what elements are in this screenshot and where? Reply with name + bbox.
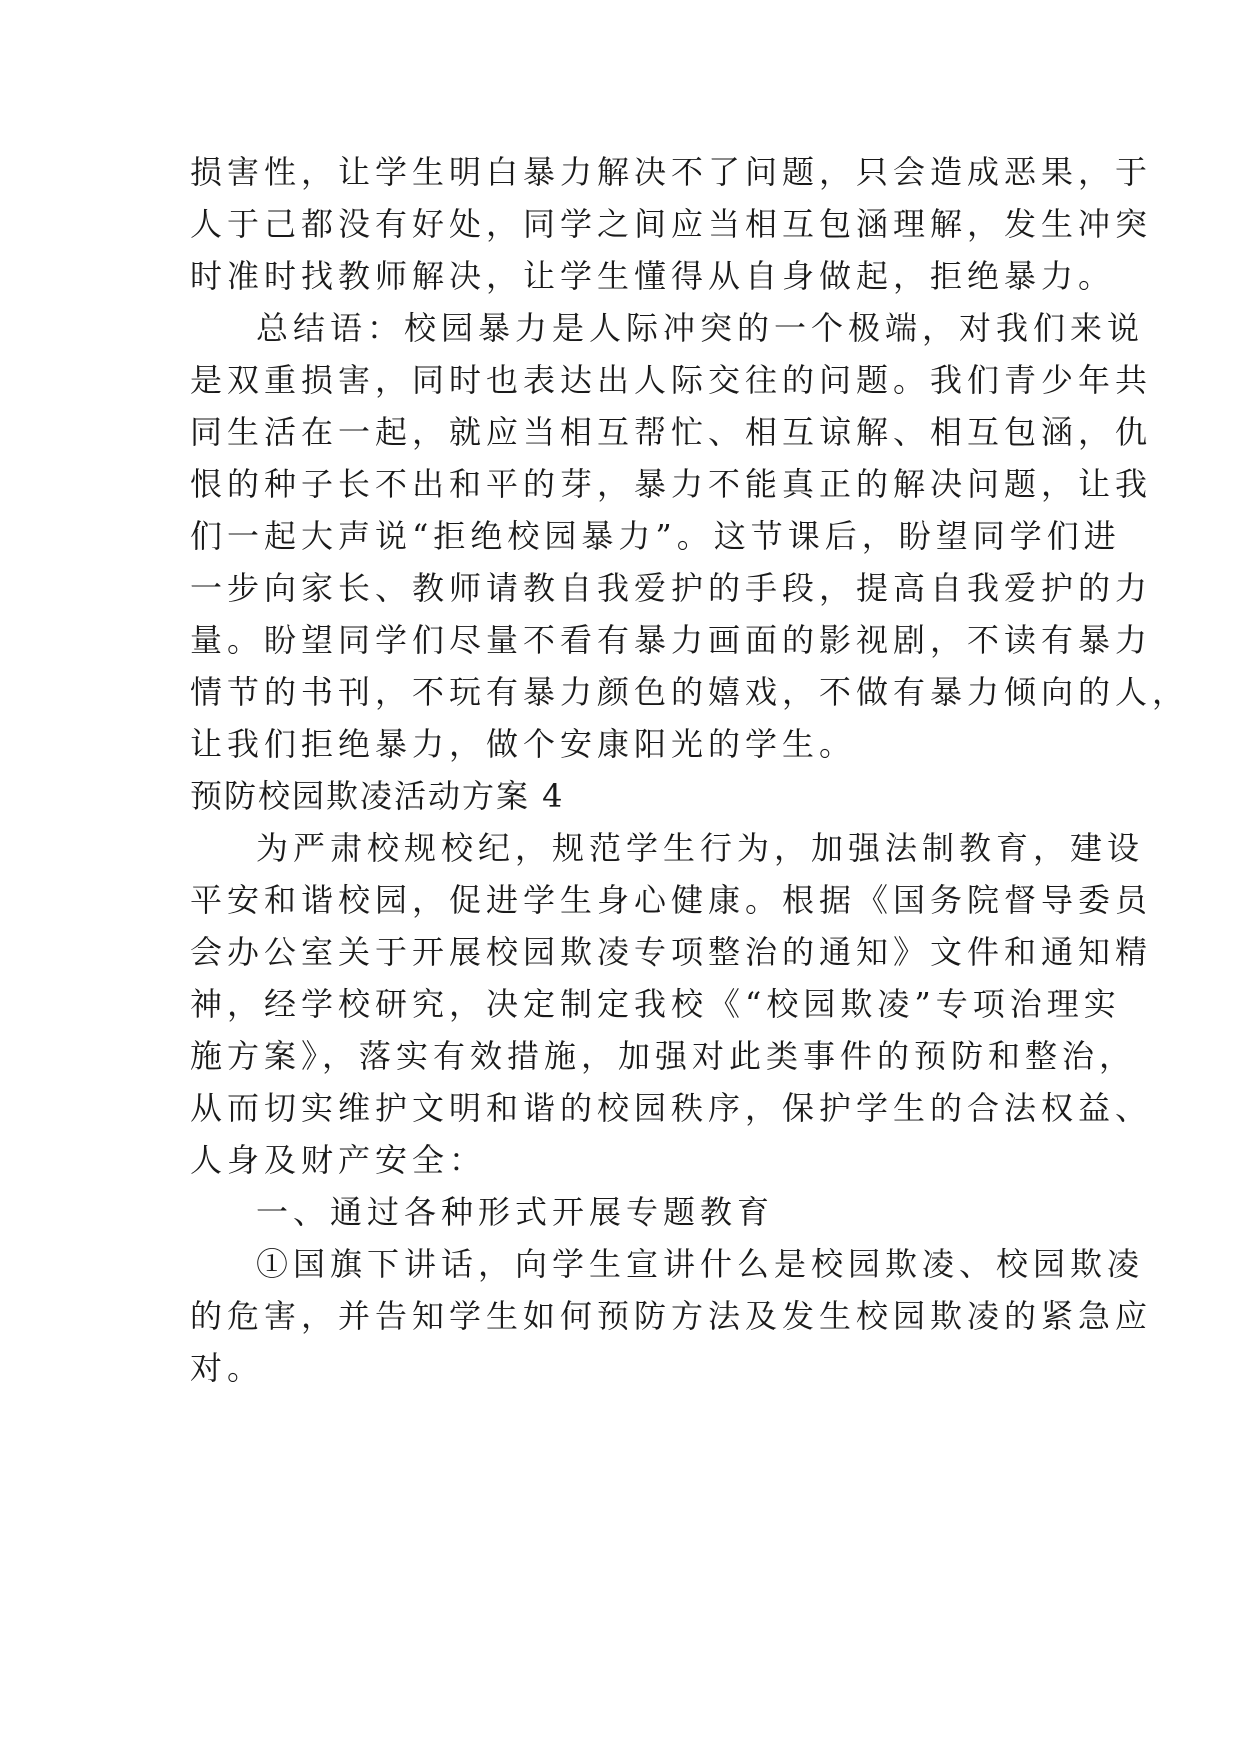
text-line: 们一起大声说“拒绝校园暴力”。这节课后，盼望同学们进 (190, 517, 1121, 555)
text-line: 情节的书刊，不玩有暴力颜色的嬉戏，不做有暴力倾向的人， (190, 673, 1190, 711)
paragraph-start-line: ①国旗下讲话，向学生宣讲什么是校园欺凌、校园欺凌 (256, 1245, 1145, 1283)
text-line: 损害性，让学生明白暴力解决不了问题，只会造成恶果，于 (190, 153, 1153, 191)
text-line: 同生活在一起，就应当相互帮忙、相互谅解、相互包涵，仇 (190, 413, 1153, 451)
text-line: 一步向家长、教师请教自我爱护的手段，提高自我爱护的力 (190, 569, 1153, 607)
text-line: 让我们拒绝暴力，做个安康阳光的学生。 (190, 725, 857, 763)
text-line: 人于己都没有好处，同学之间应当相互包涵理解，发生冲突 (190, 205, 1153, 243)
text-line: 的危害，并告知学生如何预防方法及发生校园欺凌的紧急应 (190, 1297, 1153, 1335)
text-line: 从而切实维护文明和谐的校园秩序，保护学生的合法权益、 (190, 1089, 1153, 1127)
paragraph-start-line: 为严肃校规校纪，规范学生行为，加强法制教育，建设 (256, 829, 1145, 867)
text-line: 是双重损害，同时也表达出人际交往的问题。我们青少年共 (190, 361, 1153, 399)
text-line: 人身及财产安全： (190, 1141, 487, 1179)
text-line: 对。 (190, 1349, 265, 1387)
subheading: 一、通过各种形式开展专题教育 (256, 1193, 775, 1231)
section-heading: 预防校园欺凌活动方案 4 (190, 777, 565, 815)
text-line: 会办公室关于开展校园欺凌专项整治的通知》文件和通知精 (190, 933, 1153, 971)
text-line: 平安和谐校园，促进学生身心健康。根据《国务院督导委员 (190, 881, 1153, 919)
text-line: 施方案》，落实有效措施，加强对此类事件的预防和整治， (190, 1037, 1137, 1075)
text-line: 量。盼望同学们尽量不看有暴力画面的影视剧，不读有暴力 (190, 621, 1153, 659)
paragraph-start-line: 总结语：校园暴力是人际冲突的一个极端，对我们来说 (256, 309, 1145, 347)
text-line: 恨的种子长不出和平的芽，暴力不能真正的解决问题，让我 (190, 465, 1153, 503)
text-line: 时准时找教师解决，让学生懂得从自身做起，拒绝暴力。 (190, 257, 1116, 295)
text-line: 神，经学校研究，决定制定我校《“校园欺凌”专项治理实 (190, 985, 1121, 1023)
